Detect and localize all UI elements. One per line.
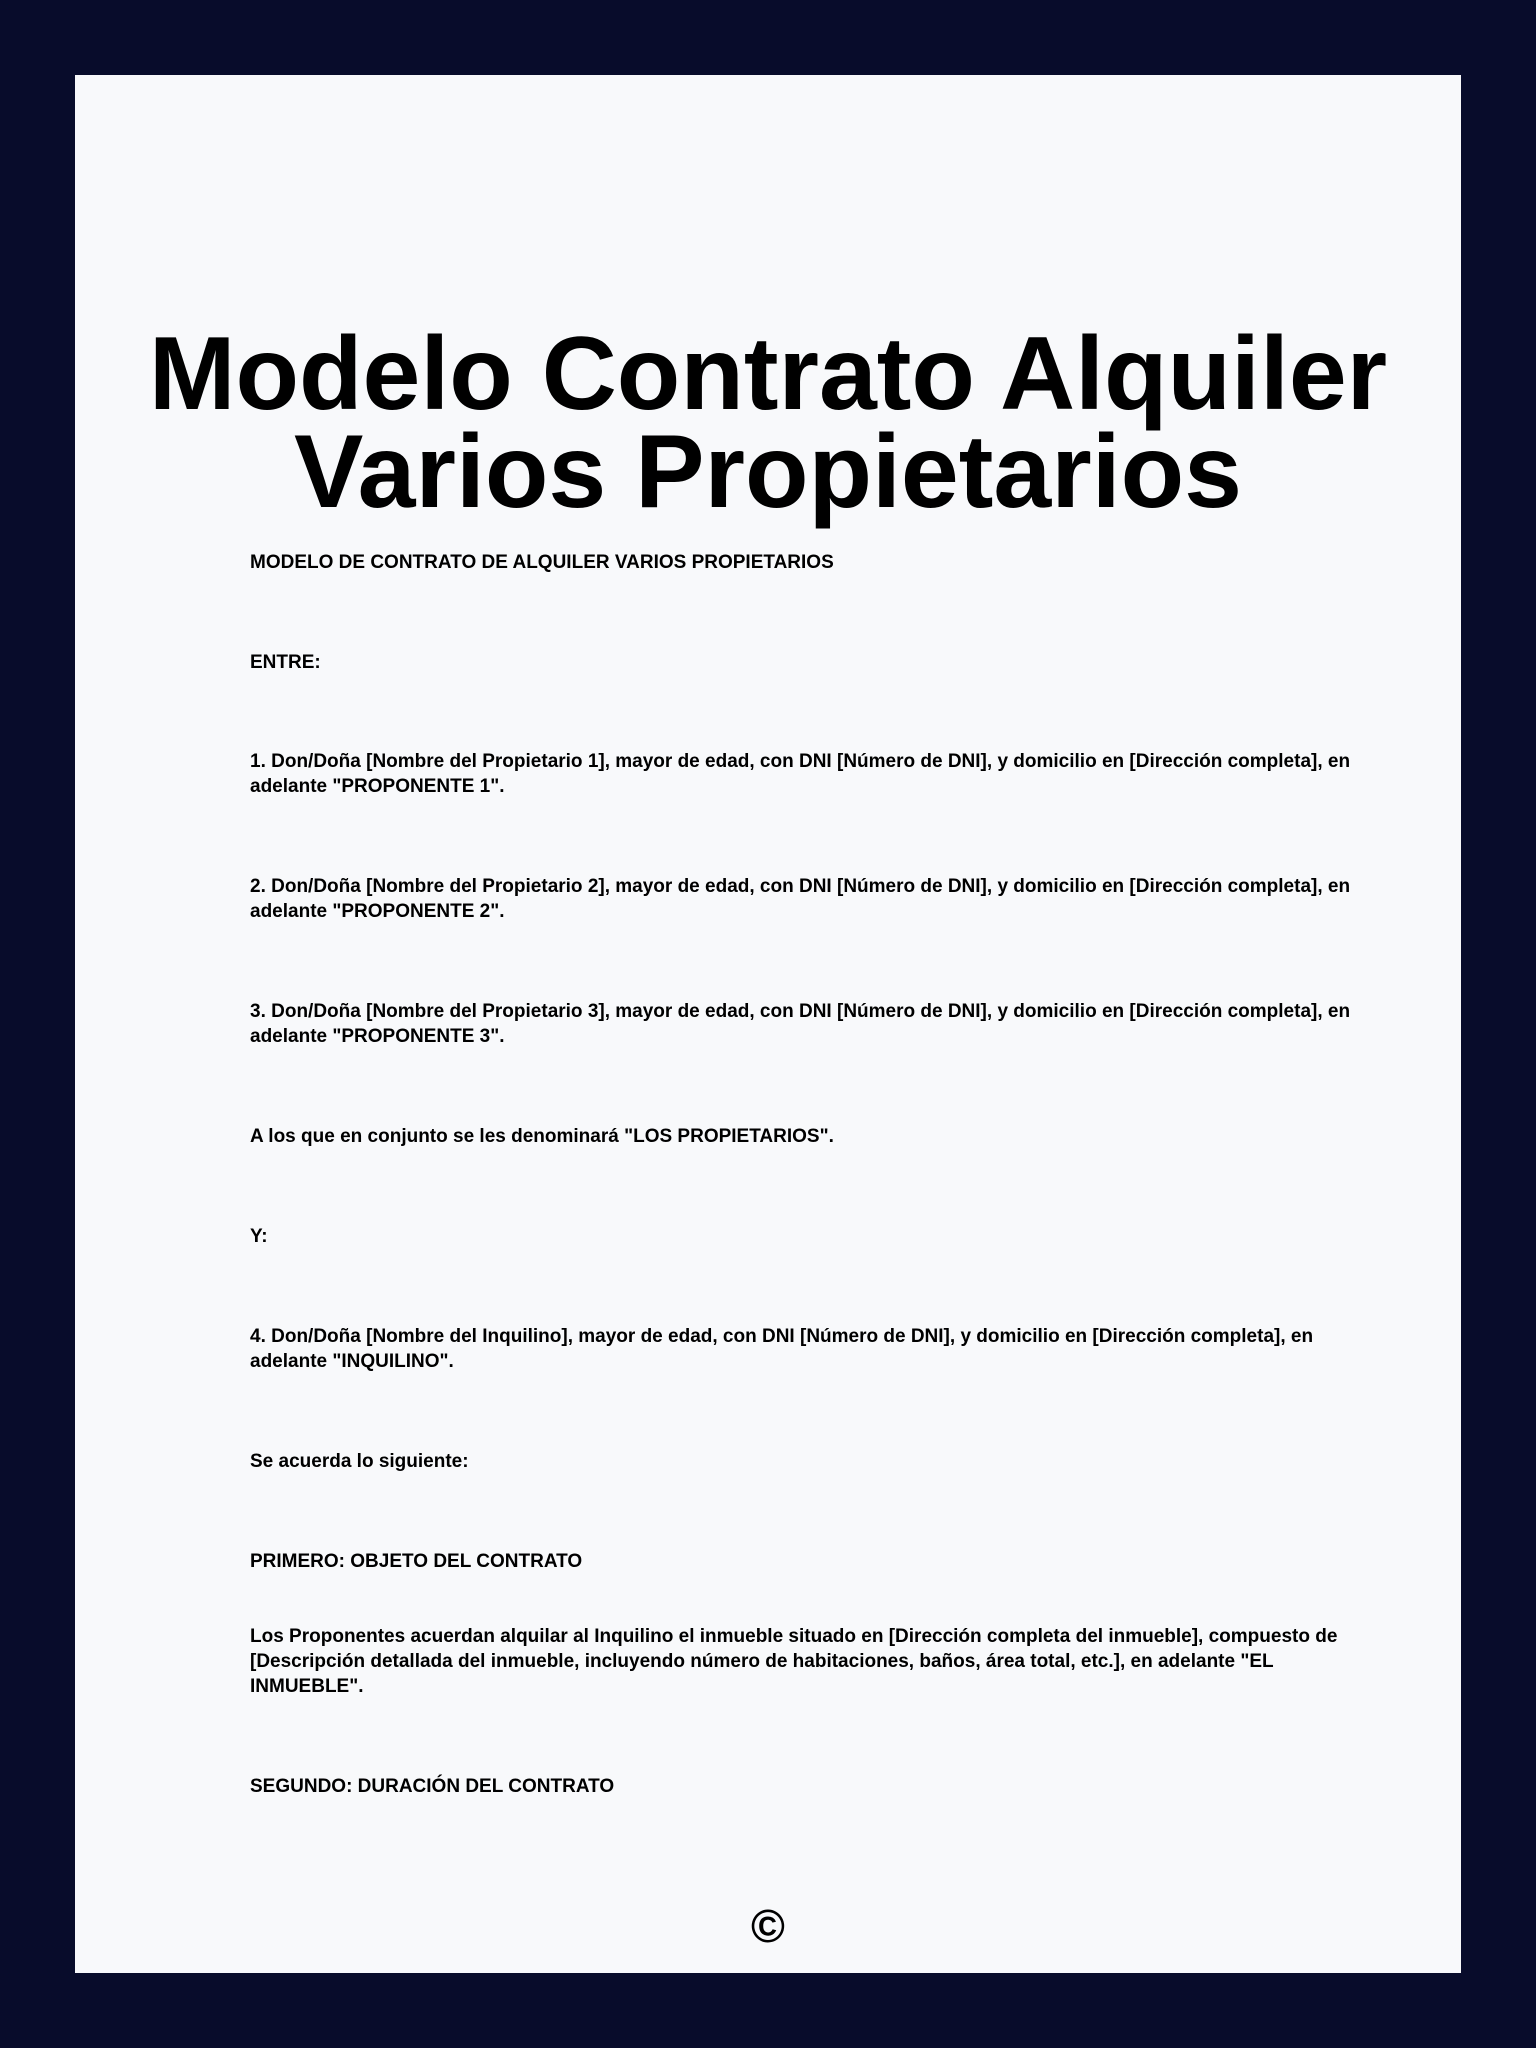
section-first-heading: PRIMERO: OBJETO DEL CONTRATO: [250, 1551, 583, 1572]
owner-2-clause: 2. Don/Doña [Nombre del Propietario 2], mayor de edad, con DNI [Número de DNI], y domicilio en [Dirección completa], en adelante "PROPONENTE 2".: [250, 876, 1351, 922]
agreement-intro: Se acuerda lo siguiente:: [250, 1451, 469, 1472]
document-title: [75, 316, 1461, 530]
copyright-icon: ©: [751, 1900, 785, 1952]
title-line-2: Varios Propietarios: [294, 414, 1242, 530]
section-second-heading: SEGUNDO: DURACIÓN DEL CONTRATO: [250, 1776, 615, 1797]
parties-intro: ENTRE:: [250, 652, 321, 673]
tenant-clause: 4. Don/Doña [Nombre del Inquilino], mayor de edad, con DNI [Número de DNI], y domicilio en [Dirección completa], en adelante "INQUILINO".: [250, 1326, 1314, 1372]
title-line-1: Modelo Contrato Alquiler: [148, 316, 1388, 432]
owner-3-clause: 3. Don/Doña [Nombre del Propietario 3], mayor de edad, con DNI [Número de DNI], y domicilio en [Dirección completa], en adelante "PROPONENTE 3".: [250, 1001, 1351, 1047]
contract-heading: MODELO DE CONTRATO DE ALQUILER VARIOS PROPIETARIOS: [250, 552, 834, 573]
document-page: [75, 75, 1461, 1973]
and-separator: Y:: [250, 1226, 268, 1247]
owner-1-clause: 1. Don/Doña [Nombre del Propietario 1], mayor de edad, con DNI [Número de DNI], y domicilio en [Dirección completa], en adelante "PROPONENTE 1".: [250, 751, 1351, 797]
owners-collective-clause: A los que en conjunto se les denominará "LOS PROPIETARIOS".: [250, 1126, 834, 1147]
section-first-body: Los Proponentes acuerdan alquilar al Inquilino el inmueble situado en [Dirección completa del inmueble], compuesto de [Descripción detallada del inmueble, incluyendo número de habitaciones, baños, área total, etc.], en adelante "EL INMUEBLE".: [250, 1626, 1338, 1697]
